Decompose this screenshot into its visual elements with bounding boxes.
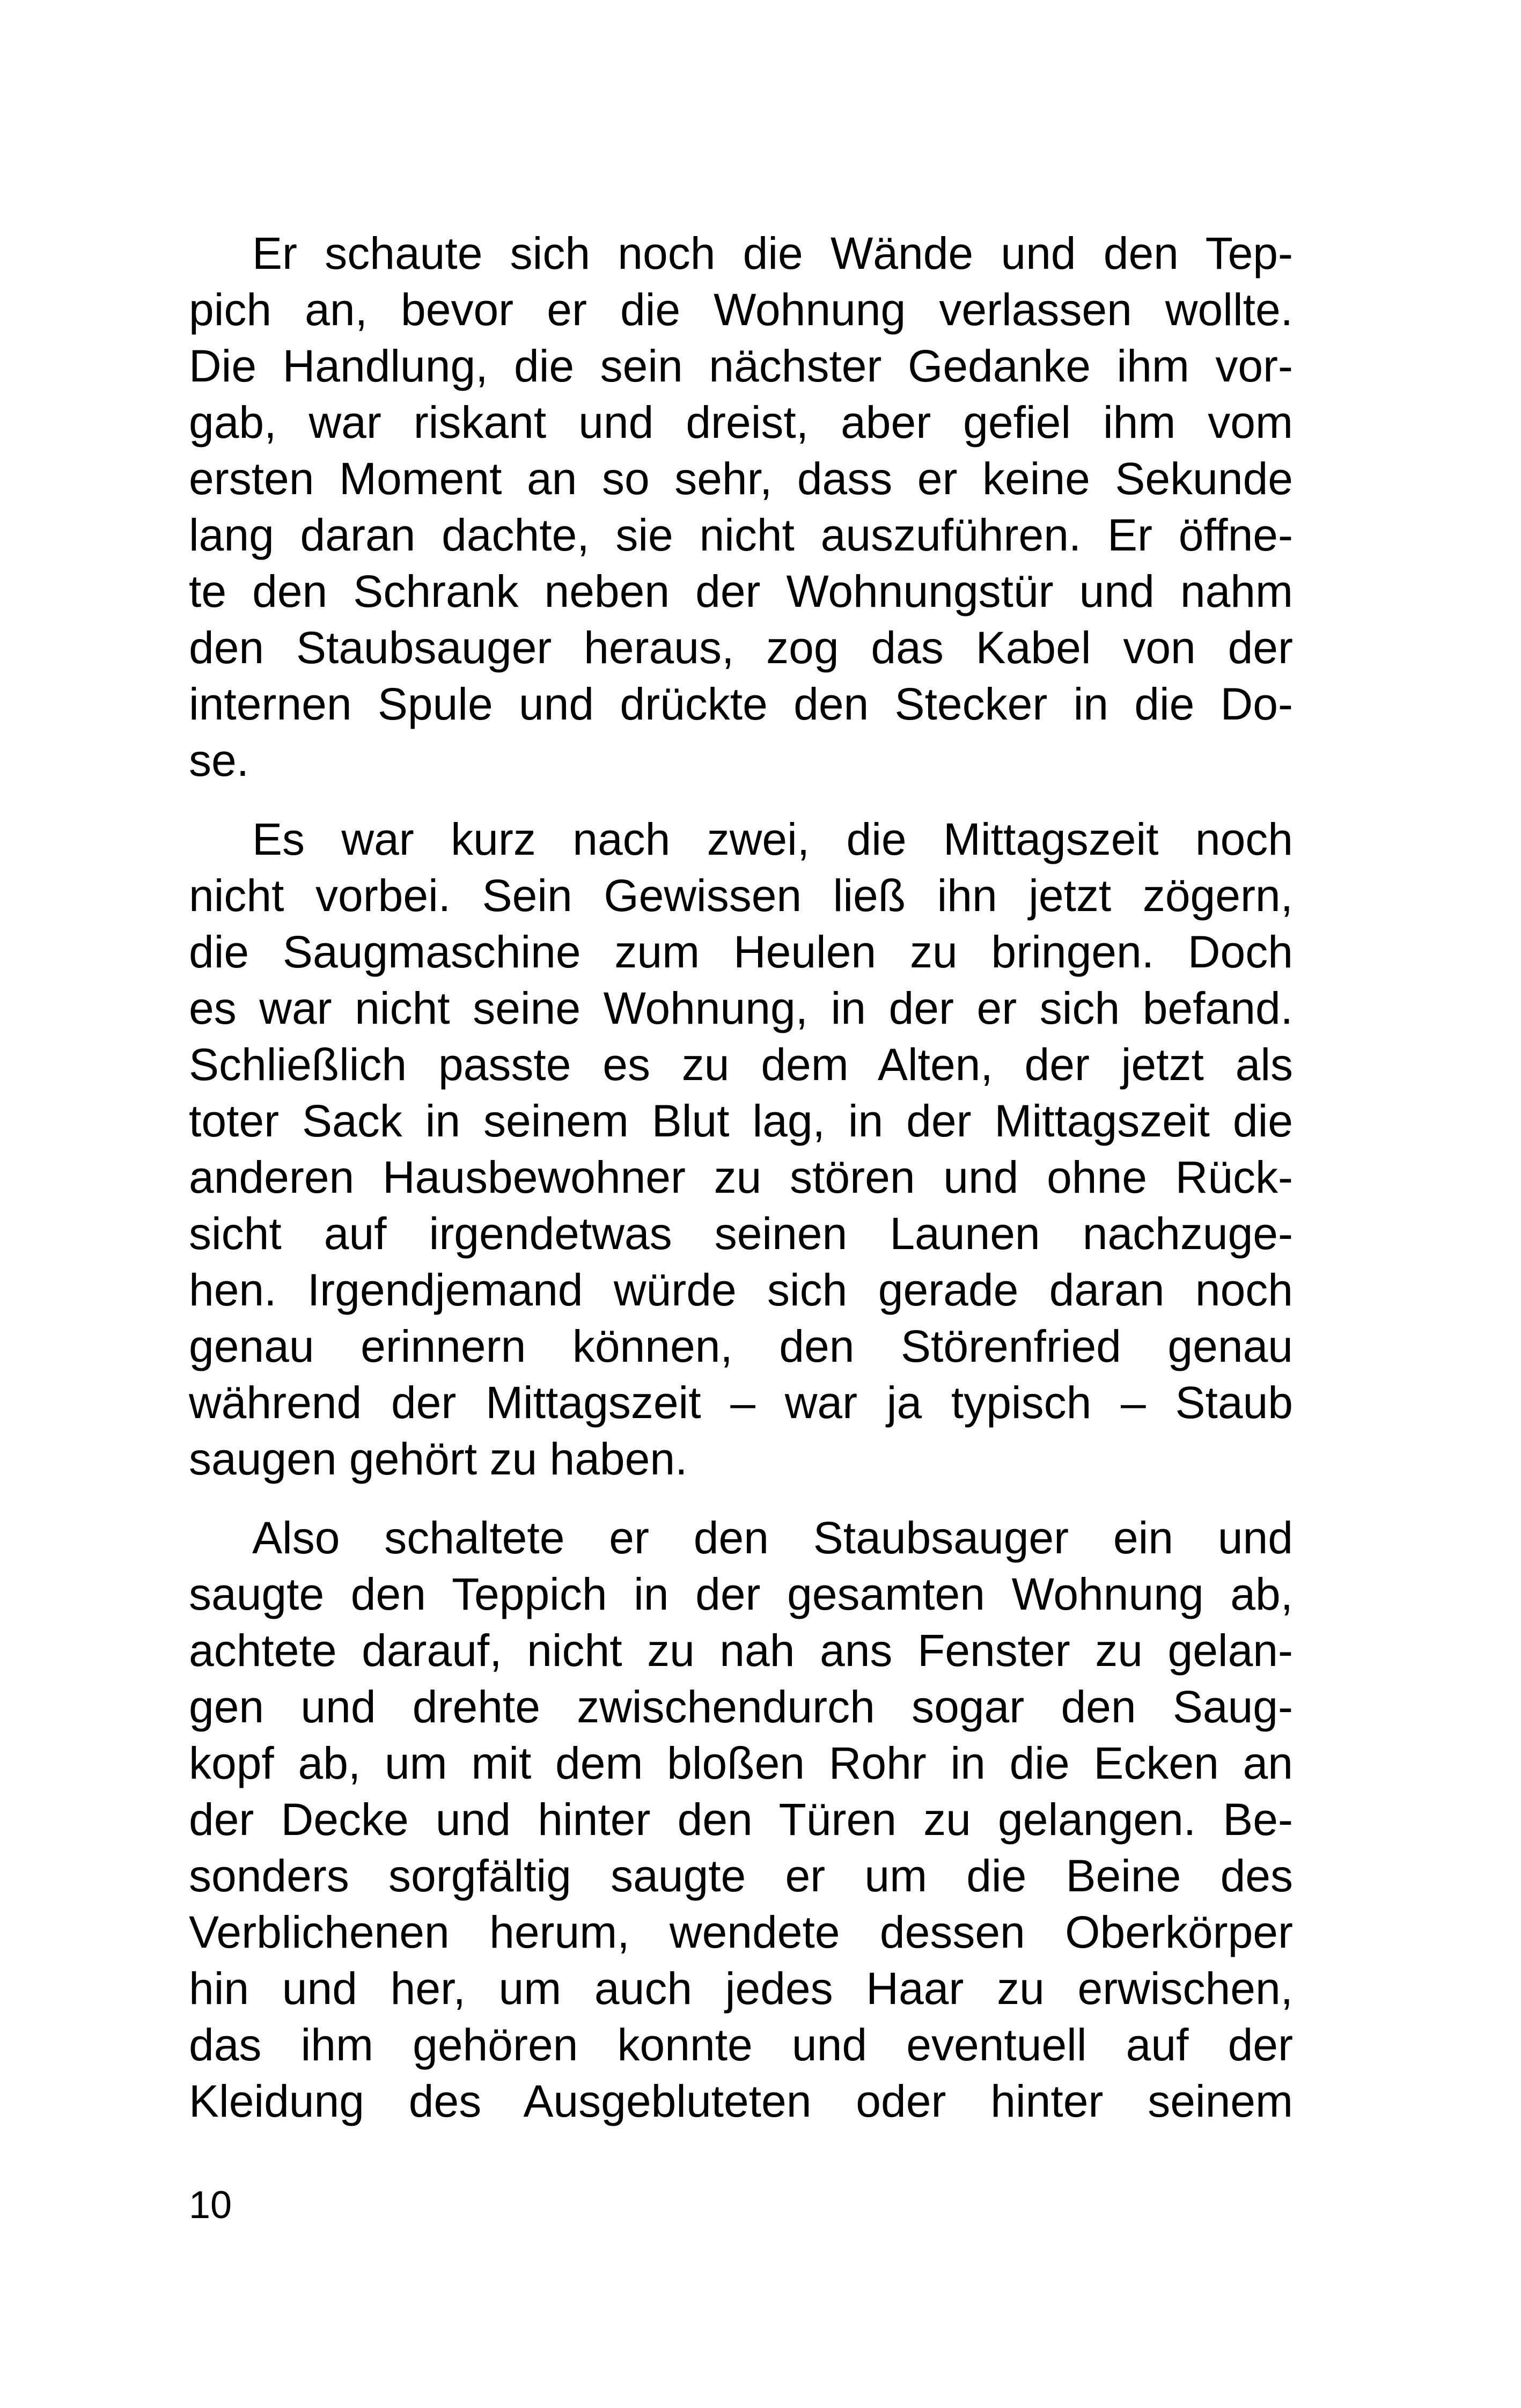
paragraph-2-line-5: Schließlich passte es zu dem Alten, der jetzt als [189, 1039, 1293, 1090]
paragraph-3-line-4: gen und drehte zwischendurch sogar den Saug- [189, 1682, 1293, 1732]
paragraph-2-line-7: anderen Hausbewohner zu stören und ohne Rück- [189, 1152, 1293, 1202]
paragraph-2-line-11: während der Mittagszeit – war ja typisch – Staub [189, 1377, 1293, 1428]
paragraph-1-line-2: pich an, bevor er die Wohnung verlassen wollte. [189, 284, 1293, 335]
paragraph-1-line-5: ersten Moment an so sehr, dass er keine Sekunde [189, 453, 1293, 504]
body-text [189, 225, 1293, 2130]
paragraph-3-line-9: hin und her, um auch jedes Haar zu erwischen, [189, 1963, 1293, 2014]
paragraph-2-line-6: toter Sack in seinem Blut lag, in der Mittagszeit die [189, 1096, 1293, 1146]
paragraph-1-line-3: Die Handlung, die sein nächster Gedanke ihm vor- [189, 341, 1293, 391]
paragraph-1-line-1: Er schaute sich noch die Wände und den Tep- [252, 228, 1293, 278]
paragraph-1-line-7: te den Schrank neben der Wohnungstür und nahm [189, 566, 1293, 616]
paragraph-3-line-11: Kleidung des Ausgebluteten oder hinter seinem [189, 2076, 1293, 2126]
paragraph-3-line-1: Also schaltete er den Staubsauger ein und [252, 1513, 1293, 1563]
paragraph-1-line-6: lang daran dachte, sie nicht auszuführen. Er öffne- [189, 510, 1293, 560]
paragraph-2-line-12: saugen gehört zu haben. [189, 1434, 688, 1484]
page-number: 10 [189, 2184, 232, 2227]
paragraph-2-line-10: genau erinnern können, den Störenfried genau [189, 1321, 1293, 1371]
paragraph-2-line-3: die Saugmaschine zum Heulen zu bringen. Doch [189, 927, 1293, 977]
paragraph-1-line-4: gab, war riskant und dreist, aber gefiel ihm vom [189, 397, 1293, 447]
paragraph-1-line-10: se. [189, 735, 249, 785]
paragraph-2-line-9: hen. Irgendjemand würde sich gerade daran noch [189, 1265, 1293, 1315]
paragraph-2-line-4: es war nicht seine Wohnung, in der er sich befand. [189, 983, 1293, 1033]
paragraph-3-line-3: achtete darauf, nicht zu nah ans Fenster zu gelan- [189, 1625, 1293, 1676]
paragraph-3-line-10: das ihm gehören konnte und eventuell auf der [189, 2020, 1293, 2070]
paragraph-gap [189, 789, 1293, 811]
paragraph-3-line-5: kopf ab, um mit dem bloßen Rohr in die Ecken an [189, 1738, 1293, 1788]
paragraph-3-line-6: der Decke und hinter den Türen zu gelangen. Be- [189, 1794, 1293, 1845]
paragraph-3-line-8: Verblichenen herum, wendete dessen Oberkörper [189, 1907, 1293, 1957]
paragraph-2-line-2: nicht vorbei. Sein Gewissen ließ ihn jetzt zögern, [189, 870, 1293, 921]
paragraph-2-line-8: sicht auf irgendetwas seinen Launen nachzuge- [189, 1208, 1293, 1259]
paragraph-3-line-7: sonders sorgfältig saugte er um die Beine des [189, 1851, 1293, 1901]
paragraph-1-line-8: den Staubsauger heraus, zog das Kabel von der [189, 622, 1293, 673]
paragraph-1-line-9: internen Spule und drückte den Stecker in die Do- [189, 679, 1293, 729]
paragraph-gap [189, 1487, 1293, 1510]
paragraph-2-line-1: Es war kurz nach zwei, die Mittagszeit noch [252, 814, 1293, 864]
paragraph-3-line-2: saugte den Teppich in der gesamten Wohnung ab, [189, 1569, 1293, 1619]
